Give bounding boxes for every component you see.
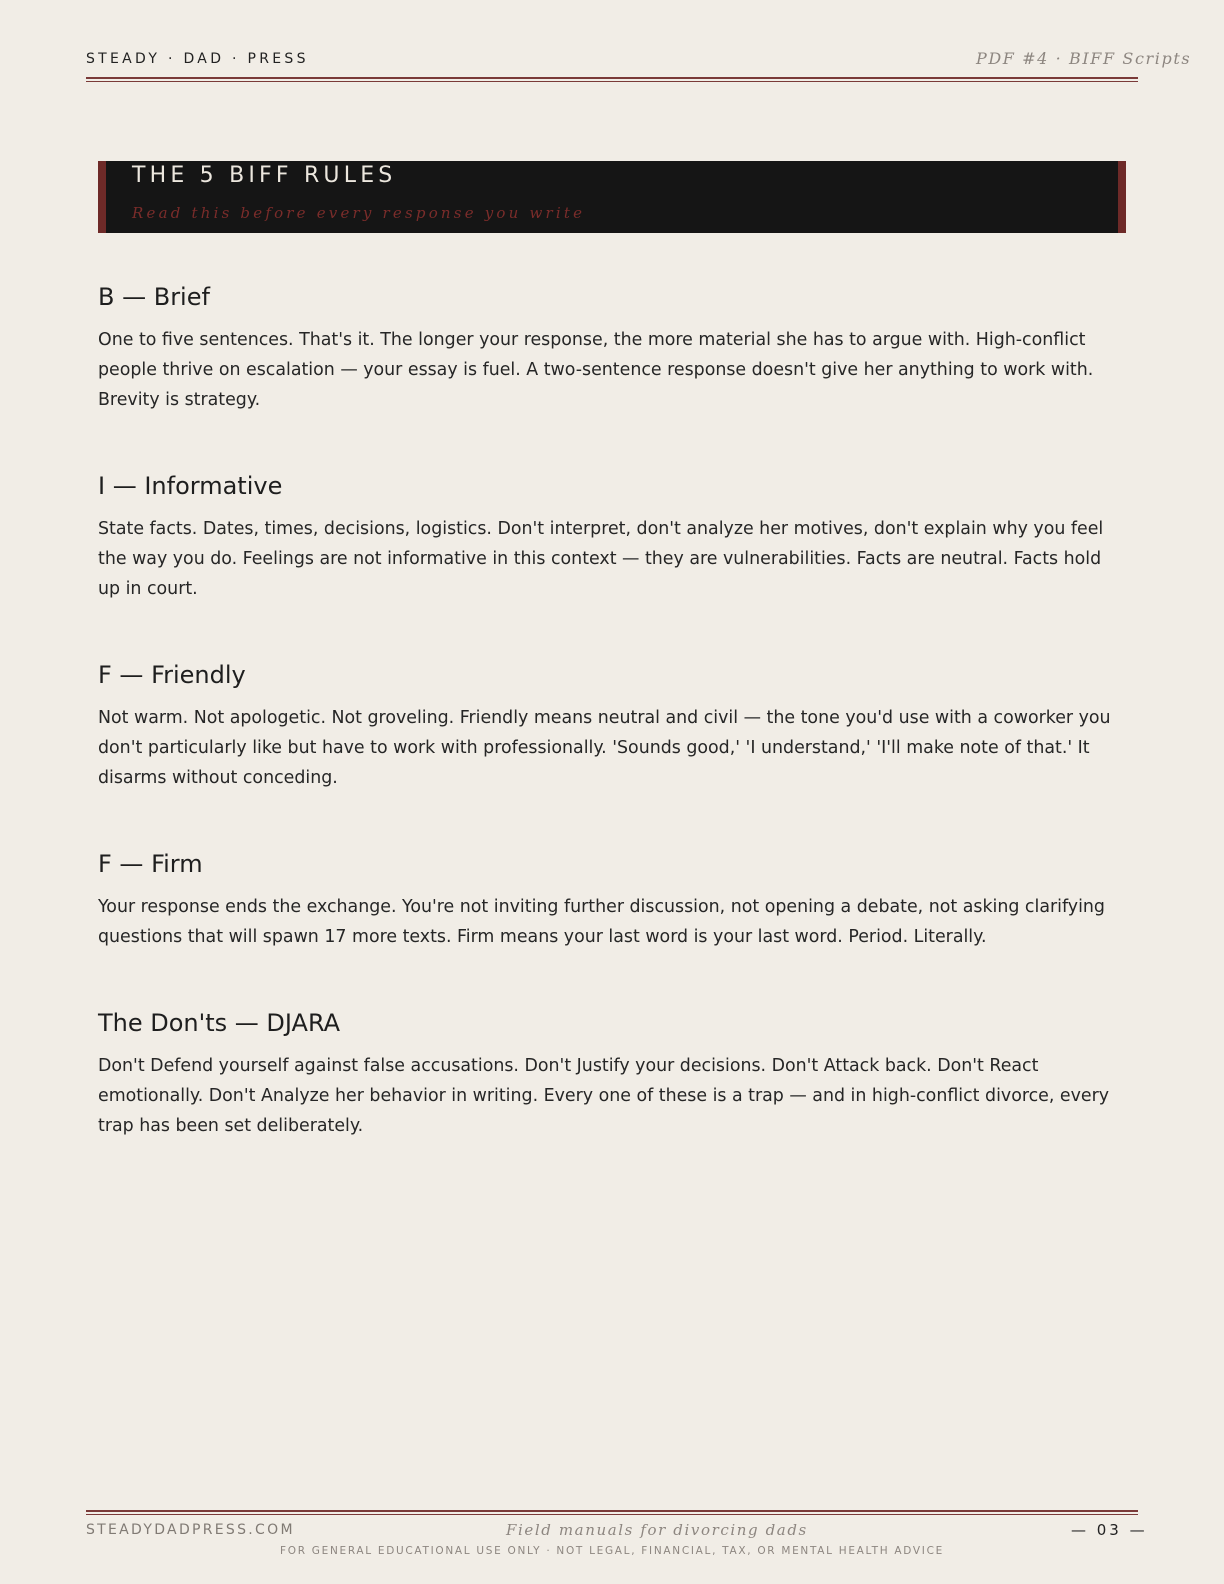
rule-body: Your response ends the exchange. You're not inviting further discussion, not opening a debate, not asking clarifying questions that will spawn 17 more texts. Firm means your last word is your last word. Period. Literally. [98, 897, 1105, 947]
page-header [86, 48, 1192, 82]
rule-body: State facts. Dates, times, decisions, logistics. Don't interpret, don't analyze her motives, don't explain why you feel the way you do. Feelings are not informative in this context — they are vulnerabilities. Facts are neutral. Facts hold up in court. [98, 519, 1104, 599]
page-number: — 03 — [1071, 1521, 1148, 1539]
footer-tagline: Field manuals for divorcing dads [506, 1521, 808, 1539]
banner-title: THE 5 BIFF RULES [132, 163, 397, 188]
rules-list [98, 280, 1128, 1195]
banner-subtitle: Read this before every response you write [132, 204, 586, 222]
rule-body: Don't Defend yourself against false accusations. Don't Justify your decisions. Don't Attack back. Don't React emotionally. Don't Analyze her behavior in writing. Every one of these is a trap — and in high-conflict divorce, every trap has been set deliberately. [98, 1056, 1110, 1136]
rule-firm [98, 847, 1128, 952]
rule-body: One to five sentences. That's it. The longer your response, the more material she has to argue with. High-conflict people thrive on escalation — your essay is fuel. A two-sentence response doesn't give her anything to work with. Brevity is strategy. [98, 330, 1094, 410]
section-banner [98, 161, 1126, 233]
rule-heading: F — Firm [98, 850, 203, 878]
header-divider [86, 77, 1138, 82]
rule-friendly [98, 658, 1128, 793]
rule-informative [98, 469, 1128, 604]
footer-divider [86, 1510, 1138, 1515]
rule-body: Not warm. Not apologetic. Not groveling. Friendly means neutral and civil — the tone you'd use with a coworker you don't particularly like but have to work with professionally. 'Sounds good,' 'I understand,' 'I'll make note of that.' It disarms without conceding. [98, 708, 1111, 788]
rule-heading: B — Brief [98, 283, 210, 311]
page-footer [86, 1510, 1148, 1584]
rule-brief [98, 280, 1128, 415]
website-link[interactable]: STEADYDADPRESS.COM [86, 1522, 295, 1538]
rule-donts [98, 1006, 1128, 1141]
document-tag: PDF #4 · BIFF Scripts [976, 49, 1192, 68]
disclaimer: FOR GENERAL EDUCATIONAL USE ONLY · NOT LEGAL, FINANCIAL, TAX, OR MENTAL HEALTH ADVICE [280, 1545, 944, 1557]
rule-heading: F — Friendly [98, 661, 246, 689]
brand-name: STEADY · DAD · PRESS [86, 51, 309, 67]
rule-heading: I — Informative [98, 472, 283, 500]
rule-heading: The Don'ts — DJARA [98, 1009, 341, 1037]
